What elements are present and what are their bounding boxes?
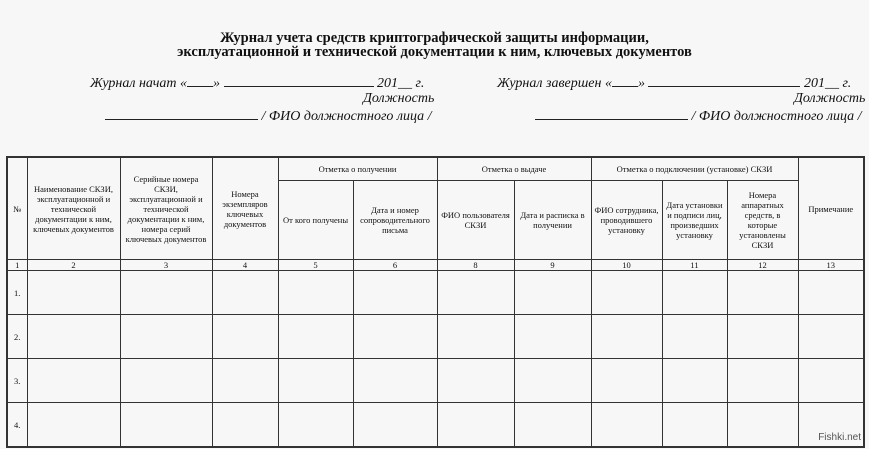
- end-fio-line: [535, 107, 862, 125]
- row-number: 2.: [7, 315, 27, 359]
- header-note: Примечание: [798, 157, 864, 260]
- column-number: 10: [591, 260, 662, 271]
- row-number: 3.: [7, 359, 27, 403]
- header-group-issued: Отметка о выдаче: [437, 157, 591, 181]
- header-user-fio: ФИО пользователя СКЗИ: [437, 181, 514, 260]
- table-cell[interactable]: [727, 359, 798, 403]
- header-install-date: Дата установки и подписи лиц, произведших установку: [662, 181, 727, 260]
- table-cell[interactable]: [514, 271, 591, 315]
- table-cell[interactable]: [437, 403, 514, 448]
- table-cell[interactable]: [278, 271, 353, 315]
- table-cell[interactable]: [353, 359, 437, 403]
- table-cell[interactable]: [278, 403, 353, 448]
- start-fio-label: / ФИО должностного лица /: [261, 109, 432, 124]
- end-fio-blank[interactable]: [535, 107, 688, 120]
- document-title-line1: Журнал учета средств криптографической защиты информации,: [220, 30, 649, 46]
- header-serial-numbers: Серийные номера СКЗИ, эксплуатационной и технической документации к ним, номера серий ключевых документов: [120, 157, 212, 260]
- journal-start-label: Журнал начат «: [90, 76, 188, 91]
- journal-end-label: Журнал завершен «: [497, 76, 612, 91]
- column-number: 12: [727, 260, 798, 271]
- header-receipt-date: Дата и расписка в получении: [514, 181, 591, 260]
- table-row: [7, 271, 864, 315]
- header-installer-fio: ФИО сотрудника, проводившего установку: [591, 181, 662, 260]
- table-cell[interactable]: [437, 315, 514, 359]
- table-cell[interactable]: [662, 271, 727, 315]
- row-number: 1.: [7, 271, 27, 315]
- table-cell[interactable]: [727, 403, 798, 448]
- table-cell[interactable]: [212, 315, 278, 359]
- table-cell[interactable]: [798, 315, 864, 359]
- journal-start-quote: »: [213, 76, 221, 91]
- column-number: 13: [798, 260, 864, 271]
- column-number-row: [7, 260, 864, 271]
- table-cell[interactable]: [278, 315, 353, 359]
- table-cell[interactable]: [591, 403, 662, 448]
- table-cell[interactable]: [591, 315, 662, 359]
- column-number: 8: [437, 260, 514, 271]
- journal-start-line: [90, 74, 424, 92]
- start-fio-line: [105, 107, 432, 125]
- column-number: 11: [662, 260, 727, 271]
- column-number: 1: [7, 260, 27, 271]
- table-cell[interactable]: [437, 271, 514, 315]
- start-fio-blank[interactable]: [105, 107, 258, 120]
- table-row: [7, 359, 864, 403]
- table-cell[interactable]: [727, 271, 798, 315]
- table-cell[interactable]: [120, 271, 212, 315]
- header-letter-date: Дата и номер сопроводительного письма: [353, 181, 437, 260]
- table-cell[interactable]: [212, 359, 278, 403]
- table-cell[interactable]: [662, 315, 727, 359]
- end-position-label: Должность: [794, 91, 866, 106]
- table-row: [7, 403, 864, 448]
- document-title-line2: эксплуатационной и технической документации к ним, ключевых документов: [177, 44, 692, 60]
- column-number: 2: [27, 260, 120, 271]
- table-cell[interactable]: [514, 315, 591, 359]
- table-cell[interactable]: [662, 359, 727, 403]
- table-row: [7, 315, 864, 359]
- table-cell[interactable]: [514, 359, 591, 403]
- header-group-install: Отметка о подключении (установке) СКЗИ: [591, 157, 798, 181]
- journal-end-month-blank[interactable]: [648, 74, 800, 87]
- table-cell[interactable]: [591, 359, 662, 403]
- journal-end-quote: »: [637, 76, 645, 91]
- journal-start-day-blank[interactable]: [187, 74, 213, 87]
- table-cell[interactable]: [514, 403, 591, 448]
- table-cell[interactable]: [353, 403, 437, 448]
- table-cell[interactable]: [662, 403, 727, 448]
- table-cell[interactable]: [353, 315, 437, 359]
- table-cell[interactable]: [278, 359, 353, 403]
- header-hardware-numbers: Номера аппаратных средств, в которые установлены СКЗИ: [727, 181, 798, 260]
- journal-start-month-blank[interactable]: [224, 74, 374, 87]
- table-cell[interactable]: [120, 359, 212, 403]
- header-copy-numbers: Номера экземпляров ключевых документов: [212, 157, 278, 260]
- table-cell[interactable]: [27, 403, 120, 448]
- column-number: 4: [212, 260, 278, 271]
- journal-start-year: 201__ г.: [377, 76, 425, 91]
- table-cell[interactable]: [27, 315, 120, 359]
- table-cell[interactable]: [120, 403, 212, 448]
- column-number: 3: [120, 260, 212, 271]
- column-number: 9: [514, 260, 591, 271]
- table-cell[interactable]: [591, 271, 662, 315]
- header-skzi-name: Наименование СКЗИ, эксплуатационной и технической документации к ним, ключевых документов: [27, 157, 120, 260]
- table-cell[interactable]: [212, 403, 278, 448]
- table-cell[interactable]: [27, 271, 120, 315]
- table-cell[interactable]: [212, 271, 278, 315]
- header-group-received: Отметка о получении: [278, 157, 437, 181]
- table-cell[interactable]: [27, 359, 120, 403]
- watermark: Fishki.net: [818, 432, 861, 443]
- column-number: 5: [278, 260, 353, 271]
- table-cell[interactable]: [727, 315, 798, 359]
- journal-end-day-blank[interactable]: [612, 74, 638, 87]
- crypto-log-table: [6, 156, 865, 448]
- row-number: 4.: [7, 403, 27, 448]
- header-num: №: [7, 157, 27, 260]
- start-position-label: Должность: [363, 91, 435, 106]
- journal-end-year: 201__ г.: [803, 76, 852, 91]
- table-cell[interactable]: [437, 359, 514, 403]
- table-cell[interactable]: [353, 271, 437, 315]
- journal-end-line: [497, 74, 851, 92]
- table-cell[interactable]: [120, 315, 212, 359]
- table-cell[interactable]: [798, 359, 864, 403]
- column-number: 6: [353, 260, 437, 271]
- header-received-from: От кого получены: [278, 181, 353, 260]
- table-cell[interactable]: [798, 271, 864, 315]
- end-fio-label: / ФИО должностного лица /: [691, 109, 862, 124]
